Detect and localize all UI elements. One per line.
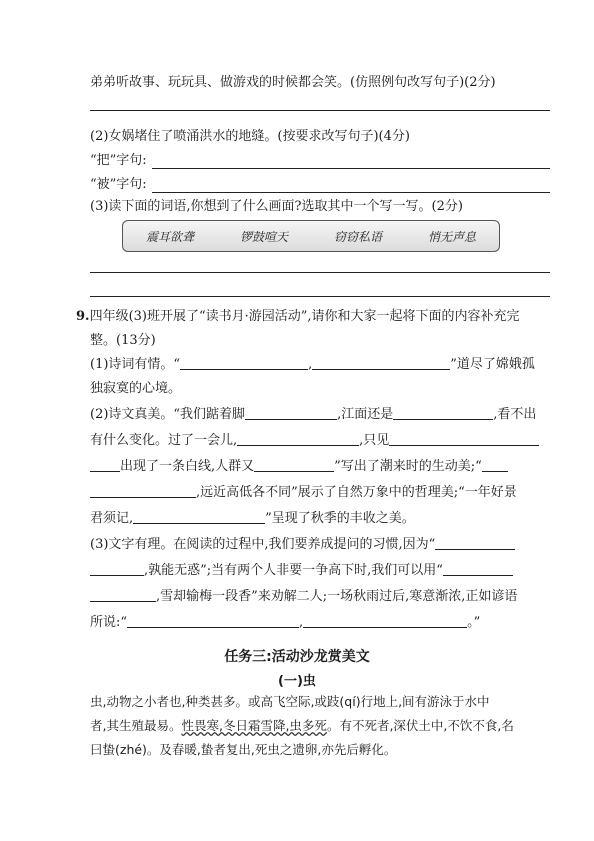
blank[interactable] (482, 459, 508, 472)
word-4: 悄无声息 (427, 229, 476, 244)
text: , (308, 357, 313, 372)
bei-sentence-label: “被”字句: (90, 177, 147, 192)
text: (1)诗词有情。“ (90, 357, 181, 372)
q9-intro-line-2: 整。(13分) (90, 333, 156, 348)
wavy-underlined-text: 性畏寒,冬日霜雪降,虫多死 (181, 718, 327, 733)
blank[interactable] (133, 511, 265, 524)
answer-line[interactable] (90, 272, 550, 273)
blank[interactable] (237, 433, 359, 446)
q9-p1-line-2: 独寂寞的心境。 (90, 381, 182, 396)
q9-p2-line-5 (90, 510, 415, 528)
ba-sentence-label: “把”字句: (90, 153, 147, 168)
blank[interactable] (127, 615, 299, 628)
section-subtitle: (一)虫 (278, 674, 316, 689)
q9-p1-line-1 (90, 356, 535, 374)
text: 出现了一条白线,人群又 (120, 459, 255, 474)
q9-p2-line-3 (90, 458, 508, 476)
word-3: 窃窃私语 (333, 229, 382, 244)
text: ”呈现了秋季的丰收之美。 (265, 511, 415, 526)
blank[interactable] (90, 459, 120, 472)
text: ,远近高低各不同”展示了自然万象中的哲理美;“一年好景 (196, 485, 517, 500)
word-1: 震耳欲聋 (145, 229, 194, 244)
text: 。” (467, 615, 481, 630)
blank[interactable] (435, 537, 515, 550)
passage-line-1: 虫,动物之小者也,种类甚多。或高飞空际,或跂(qí)行地上,间有游泳于水中 (90, 694, 490, 709)
text: (3)文字有理。在阅读的过程中,我们要养成提问的习惯,因为“ (90, 537, 436, 552)
text: 所说:“ (90, 615, 128, 630)
text: 。有不死者,深伏土中,不饮不食,名 (326, 718, 514, 733)
q9-p3-line-4 (90, 614, 480, 632)
q9-p2-line-4 (90, 484, 517, 502)
answer-line[interactable] (90, 110, 550, 111)
text: ,只见 (359, 433, 390, 448)
text: ”道尽了嫦娥孤 (450, 357, 535, 372)
text: 君须记, (90, 511, 134, 526)
q8-example-line: 弟弟听故事、玩玩具、做游戏的时候都会笑。(仿照例句改写句子)(2分) (90, 75, 496, 90)
blank[interactable] (443, 563, 513, 576)
text: ,孰能无惑”;当有两个人非要一争高下时,我们可以用“ (144, 563, 443, 578)
q9-intro-line-1 (76, 308, 520, 326)
blank[interactable] (393, 407, 493, 420)
passage-line-3: 曰蛰(zhé)。及春暖,蛰者复出,死虫之遗卵,亦先后孵化。 (90, 742, 397, 757)
text: ,雪却输梅一段香”来劝解二人;一场秋雨过后,寒意渐浓,正如谚语 (156, 589, 518, 604)
blank[interactable] (245, 407, 337, 420)
section-title: 任务三:活动沙龙赏美文 (224, 649, 370, 665)
blank[interactable] (90, 563, 144, 576)
text: ”写出了潮来时的生动美;“ (334, 459, 482, 474)
word-2: 锣鼓喧天 (239, 229, 288, 244)
blank[interactable] (90, 485, 196, 498)
blank[interactable] (90, 589, 156, 602)
q9-p3-line-1 (90, 536, 515, 554)
blank[interactable] (389, 433, 539, 446)
classical-passage (90, 690, 552, 762)
answer-line[interactable] (90, 296, 550, 297)
blank[interactable] (254, 459, 334, 472)
text: 者,其生殖最易。 (90, 718, 182, 733)
text: , (299, 615, 304, 630)
text: (2)诗文真美。“我们踮着脚 (90, 407, 246, 422)
passage-line-2 (90, 714, 552, 738)
blank[interactable] (180, 357, 308, 370)
blank[interactable] (312, 357, 450, 370)
question-number: 9. (76, 309, 90, 324)
q8-sub3-prompt: (3)读下面的词语,你想到了什么画面?选取其中一个写一写。(2分) (90, 199, 463, 214)
blank[interactable] (303, 615, 467, 628)
q9-p3-line-2 (90, 562, 513, 580)
text: 有什么变化。过了一会儿, (90, 433, 238, 448)
q8-sub2-prompt: (2)女娲堵住了喷涌洪水的地缝。(按要求改写句子)(4分) (90, 129, 410, 144)
text: ,看不出 (493, 407, 537, 422)
ba-answer-line[interactable] (152, 168, 550, 169)
word-box (122, 220, 500, 252)
bei-answer-line[interactable] (152, 192, 550, 193)
text: ,江面还是 (337, 407, 394, 422)
q9-p2-line-1 (90, 406, 536, 424)
q9-intro-text: 四年级(3)班开展了“读书月·游园活动”,请你和大家一起将下面的内容补充完 (89, 309, 520, 324)
q9-p2-line-2 (90, 432, 539, 450)
q9-p3-line-3 (90, 588, 517, 606)
